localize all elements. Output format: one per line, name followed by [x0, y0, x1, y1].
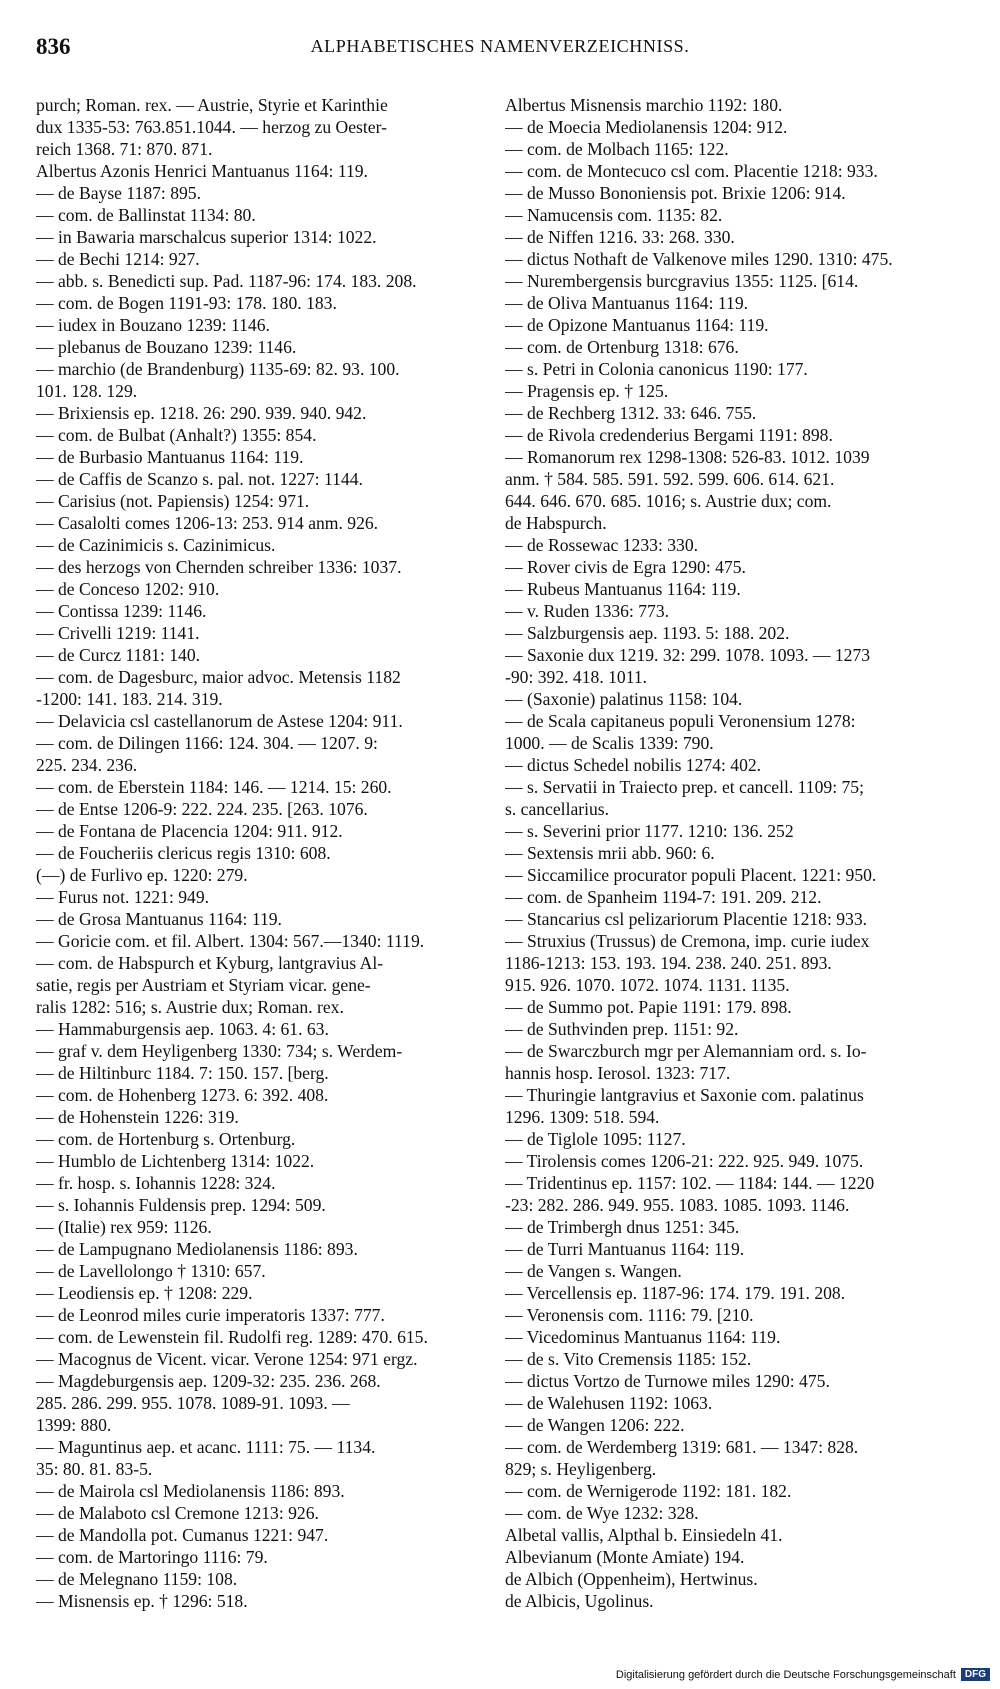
index-entry-line: — de s. Vito Cremensis 1185: 152. [505, 1349, 752, 1369]
footer-credit: Digitalisierung gefördert durch die Deutsche Forschungsgemeinschaft [615, 1668, 956, 1681]
index-entry-line: 1296. 1309: 518. 594. [505, 1107, 660, 1127]
index-entry-line: — de Fontana de Placencia 1204: 911. 912. [36, 821, 343, 841]
index-entry-line: — de Turri Mantuanus 1164: 119. [505, 1239, 745, 1259]
dfg-logo: DFG [961, 1668, 990, 1681]
index-entry-line: — de Curcz 1181: 140. [36, 645, 201, 665]
index-entry-line: 1399: 880. [36, 1415, 112, 1435]
index-entry-line: — Crivelli 1219: 1141. [36, 623, 200, 643]
index-entry-line: — des herzogs von Chernden schreiber 1336: 1037. [36, 557, 402, 577]
index-entry-line: — de Lavellolongo † 1310: 657. [36, 1261, 266, 1281]
index-entry-line: — dictus Nothaft de Valkenove miles 1290. 1310: 475. [505, 249, 893, 269]
index-entry-line: — Brixiensis ep. 1218. 26: 290. 939. 940. 942. [36, 403, 367, 423]
index-entry-line: — Macognus de Vicent. vicar. Verone 1254: 971 ergz. [36, 1349, 418, 1369]
index-entry-line: — de Tiglole 1095: 1127. [505, 1129, 686, 1149]
index-entry-line: — de Foucheriis clericus regis 1310: 608. [36, 843, 331, 863]
index-entry-line: — Delavicia csl castellanorum de Astese 1204: 911. [36, 711, 403, 731]
index-entry-line: (—) de Furlivo ep. 1220: 279. [36, 865, 248, 885]
index-column-left [36, 94, 491, 1612]
index-entry-line: — Romanorum rex 1298-1308: 526-83. 1012. 1039 [505, 447, 870, 467]
index-entry-line: satie, regis per Austriam et Styriam vicar. gene- [36, 975, 371, 995]
index-entry-line: — de Swarczburch mgr per Alemanniam ord. s. Io- [505, 1041, 867, 1061]
index-entry-line: — de Mairola csl Mediolanensis 1186: 893. [36, 1481, 345, 1501]
index-entry-line: — com. de Dilingen 1166: 124. 304. — 1207. 9: [36, 733, 378, 753]
index-entry-line: 285. 286. 299. 955. 1078. 1089-91. 1093. — [36, 1393, 350, 1413]
index-entry-line: — de Moecia Mediolanensis 1204: 912. [505, 117, 788, 137]
index-entry-line: — Thuringie lantgravius et Saxonie com. palatinus [505, 1085, 864, 1105]
index-entry-line: — de Walehusen 1192: 1063. [505, 1393, 713, 1413]
index-entry-line: 101. 128. 129. [36, 381, 138, 401]
index-entry-line: — v. Ruden 1336: 773. [505, 601, 670, 621]
index-entry-line: — de Melegnano 1159: 108. [36, 1569, 238, 1589]
index-entry-line: — de Trimbergh dnus 1251: 345. [505, 1217, 740, 1237]
index-entry-line: — de Vangen s. Wangen. [505, 1261, 682, 1281]
index-entry-line: — de Niffen 1216. 33: 268. 330. [505, 227, 735, 247]
index-entry-line: — Hammaburgensis aep. 1063. 4: 61. 63. [36, 1019, 329, 1039]
index-entry-line: 829; s. Heyligenberg. [505, 1459, 657, 1479]
index-entry-line: dux 1335-53: 763.851.1044. — herzog zu Oester- [36, 117, 387, 137]
index-entry-line: Albertus Misnensis marchio 1192: 180. [505, 95, 783, 115]
index-entry-line: — s. Petri in Colonia canonicus 1190: 177. [505, 359, 808, 379]
running-title: ALPHABETISCHES NAMENVERZEICHNISS. [310, 36, 690, 56]
index-entry-line: — de Scala capitaneus populi Veronensium 1278: [505, 711, 856, 731]
index-entry-line: — plebanus de Bouzano 1239: 1146. [36, 337, 297, 357]
index-entry-line: — Sextensis mrii abb. 960: 6. [505, 843, 715, 863]
index-entry-line: — de Cazinimicis s. Cazinimicus. [36, 535, 276, 555]
index-entry-line: — fr. hosp. s. Iohannis 1228: 324. [36, 1173, 276, 1193]
index-entry-line: 1000. — de Scalis 1339: 790. [505, 733, 714, 753]
index-entry-line: — Contissa 1239: 1146. [36, 601, 207, 621]
index-entry-line: hannis hosp. Ierosol. 1323: 717. [505, 1063, 731, 1083]
index-entry-line: — de Caffis de Scanzo s. pal. not. 1227: 1144. [36, 469, 363, 489]
page-header [36, 34, 964, 64]
index-entry-line: — de Lampugnano Mediolanensis 1186: 893. [36, 1239, 358, 1259]
index-entry-line: — Struxius (Trussus) de Cremona, imp. curie iudex [505, 931, 870, 951]
index-entry-line: — de Musso Bononiensis pot. Brixie 1206: 914. [505, 183, 846, 203]
index-entry-line: — (Italie) rex 959: 1126. [36, 1217, 212, 1237]
index-entry-line: ralis 1282: 516; s. Austrie dux; Roman. rex. [36, 997, 344, 1017]
index-entry-line: — Saxonie dux 1219. 32: 299. 1078. 1093. — 1273 [505, 645, 871, 665]
index-entry-line: — Rover civis de Egra 1290: 475. [505, 557, 746, 577]
index-entry-line: — com. de Bulbat (Anhalt?) 1355: 854. [36, 425, 317, 445]
index-entry-line: — com. de Bogen 1191-93: 178. 180. 183. [36, 293, 337, 313]
index-entry-line: — Siccamilice procurator populi Placent. 1221: 950. [505, 865, 877, 885]
index-entry-line: — com. de Eberstein 1184: 146. — 1214. 15: 260. [36, 777, 392, 797]
index-entry-line: reich 1368. 71: 870. 871. [36, 139, 213, 159]
index-entry-line: — Veronensis com. 1116: 79. [210. [505, 1305, 754, 1325]
index-entry-line: — com. de Montecuco csl com. Placentie 1218: 933. [505, 161, 878, 181]
index-entry-line: — Tirolensis comes 1206-21: 222. 925. 949. 1075. [505, 1151, 864, 1171]
index-entry-line: — Salzburgensis aep. 1193. 5: 188. 202. [505, 623, 790, 643]
index-entry-line: — de Oliva Mantuanus 1164: 119. [505, 293, 749, 313]
index-entry-line: — de Suthvinden prep. 1151: 92. [505, 1019, 739, 1039]
index-entry-line: — com. de Dagesburc, maior advoc. Metensis 1182 [36, 667, 401, 687]
index-entry-line: de Albich (Oppenheim), Hertwinus. [505, 1569, 758, 1589]
index-entry-line: anm. † 584. 585. 591. 592. 599. 606. 614. 621. [505, 469, 835, 489]
index-entry-line: Albevianum (Monte Amiate) 194. [505, 1547, 745, 1567]
index-entry-line: — de Summo pot. Papie 1191: 179. 898. [505, 997, 792, 1017]
index-entry-line: 35: 80. 81. 83-5. [36, 1459, 153, 1479]
index-entry-line: — iudex in Bouzano 1239: 1146. [36, 315, 270, 335]
index-entry-line: — com. de Molbach 1165: 122. [505, 139, 729, 159]
index-entry-line: purch; Roman. rex. — Austrie, Styrie et Karinthie [36, 95, 388, 115]
index-entry-line: -23: 282. 286. 949. 955. 1083. 1085. 1093. 1146. [505, 1195, 850, 1215]
index-entry-line: — Rubeus Mantuanus 1164: 119. [505, 579, 741, 599]
index-entry-line: — (Saxonie) palatinus 1158: 104. [505, 689, 743, 709]
index-entry-line: — de Grosa Mantuanus 1164: 119. [36, 909, 282, 929]
index-entry-line: 644. 646. 670. 685. 1016; s. Austrie dux; com. [505, 491, 832, 511]
index-entry-line: — com. de Wernigerode 1192: 181. 182. [505, 1481, 792, 1501]
index-entry-line: — Nurembergensis burcgravius 1355: 1125. [614. [505, 271, 859, 291]
index-entry-line: — de Leonrod miles curie imperatoris 1337: 777. [36, 1305, 385, 1325]
index-entry-line: — marchio (de Brandenburg) 1135-69: 82. 93. 100. [36, 359, 400, 379]
index-entry-line: — com. de Habspurch et Kyburg, lantgravius Al- [36, 953, 384, 973]
index-entry-line: 915. 926. 1070. 1072. 1074. 1131. 1135. [505, 975, 790, 995]
index-entry-line: -90: 392. 418. 1011. [505, 667, 648, 687]
index-entry-line: — de Rossewac 1233: 330. [505, 535, 699, 555]
index-entry-line: — de Hiltinburc 1184. 7: 150. 157. [berg. [36, 1063, 329, 1083]
index-entry-line: de Albicis, Ugolinus. [505, 1591, 654, 1611]
index-entry-line: — de Opizone Mantuanus 1164: 119. [505, 315, 769, 335]
index-entry-line: 1186-1213: 153. 193. 194. 238. 240. 251. 893. [505, 953, 832, 973]
index-entry-line: — de Wangen 1206: 222. [505, 1415, 685, 1435]
index-entry-line: — com. de Wye 1232: 328. [505, 1503, 699, 1523]
index-entry-line: — abb. s. Benedicti sup. Pad. 1187-96: 174. 183. 208. [36, 271, 417, 291]
index-entry-line: — com. de Martoringo 1116: 79. [36, 1547, 268, 1567]
index-entry-line: — de Burbasio Mantuanus 1164: 119. [36, 447, 304, 467]
index-entry-line: s. cancellarius. [505, 799, 610, 819]
index-entry-line: — Tridentinus ep. 1157: 102. — 1184: 144. — 1220 [505, 1173, 875, 1193]
index-entry-line: — s. Severini prior 1177. 1210: 136. 252 [505, 821, 794, 841]
index-entry-line: — com. de Hohenberg 1273. 6: 392. 408. [36, 1085, 329, 1105]
index-column-right [505, 94, 967, 1612]
index-entry-line: — com. de Ortenburg 1318: 676. [505, 337, 739, 357]
index-entry-line: — com. de Hortenburg s. Ortenburg. [36, 1129, 296, 1149]
index-entry-line: — Furus not. 1221: 949. [36, 887, 210, 907]
index-entry-line: — in Bawaria marschalcus superior 1314: 1022. [36, 227, 377, 247]
footer [616, 1668, 990, 1681]
index-entry-line: — Stancarius csl pelizariorum Placentie 1218: 933. [505, 909, 868, 929]
index-entry-line: — de Rechberg 1312. 33: 646. 755. [505, 403, 757, 423]
index-entry-line: — Maguntinus aep. et acanc. 1111: 75. — 1134. [36, 1437, 376, 1457]
index-entry-line: — Vicedominus Mantuanus 1164: 119. [505, 1327, 781, 1347]
index-entry-line: — de Bechi 1214: 927. [36, 249, 200, 269]
index-entry-line: — dictus Vortzo de Turnowe miles 1290: 475. [505, 1371, 830, 1391]
index-entry-line: de Habspurch. [505, 513, 607, 533]
index-entry-line: 225. 234. 236. [36, 755, 138, 775]
index-entry-line: — com. de Ballinstat 1134: 80. [36, 205, 256, 225]
page-number: 836 [36, 34, 71, 59]
index-entry-line: — Magdeburgensis aep. 1209-32: 235. 236. 268. [36, 1371, 381, 1391]
index-entry-line: — de Hohenstein 1226: 319. [36, 1107, 239, 1127]
index-entry-line: — Humblo de Lichtenberg 1314: 1022. [36, 1151, 315, 1171]
index-entry-line: — de Entse 1206-9: 222. 224. 235. [263. 1076. [36, 799, 368, 819]
index-entry-line: -1200: 141. 183. 214. 319. [36, 689, 223, 709]
index-entry-line: — Vercellensis ep. 1187-96: 174. 179. 191. 208. [505, 1283, 846, 1303]
index-entry-line: — s. Servatii in Traiecto prep. et cancell. 1109: 75; [505, 777, 864, 797]
index-entry-line: — Misnensis ep. † 1296: 518. [36, 1591, 248, 1611]
index-entry-line: — Leodiensis ep. † 1208: 229. [36, 1283, 253, 1303]
index-entry-line: — de Mandolla pot. Cumanus 1221: 947. [36, 1525, 329, 1545]
index-entry-line: — Pragensis ep. † 125. [505, 381, 669, 401]
index-entry-line: — com. de Spanheim 1194-7: 191. 209. 212. [505, 887, 822, 907]
index-entry-line: — Goricie com. et fil. Albert. 1304: 567.—1340: 1119. [36, 931, 425, 951]
index-entry-line: Albertus Azonis Henrici Mantuanus 1164: 119. [36, 161, 368, 181]
index-entry-line: — de Malaboto csl Cremone 1213: 926. [36, 1503, 319, 1523]
index-entry-line: — s. Iohannis Fuldensis prep. 1294: 509. [36, 1195, 326, 1215]
index-entry-line: — de Bayse 1187: 895. [36, 183, 202, 203]
index-entry-line: — de Conceso 1202: 910. [36, 579, 220, 599]
index-entry-line: Albetal vallis, Alpthal b. Einsiedeln 41. [505, 1525, 783, 1545]
index-entry-line: — Casalolti comes 1206-13: 253. 914 anm. 926. [36, 513, 379, 533]
index-entry-line: — com. de Lewenstein fil. Rudolfi reg. 1289: 470. 615. [36, 1327, 428, 1347]
index-entry-line: — Carisius (not. Papiensis) 1254: 971. [36, 491, 310, 511]
index-entry-line: — com. de Werdemberg 1319: 681. — 1347: 828. [505, 1437, 859, 1457]
index-entry-line: — de Rivola credenderius Bergami 1191: 898. [505, 425, 833, 445]
index-entry-line: — Namucensis com. 1135: 82. [505, 205, 723, 225]
index-entry-line: — graf v. dem Heyligenberg 1330: 734; s. Werdem- [36, 1041, 403, 1061]
index-entry-line: — dictus Schedel nobilis 1274: 402. [505, 755, 762, 775]
